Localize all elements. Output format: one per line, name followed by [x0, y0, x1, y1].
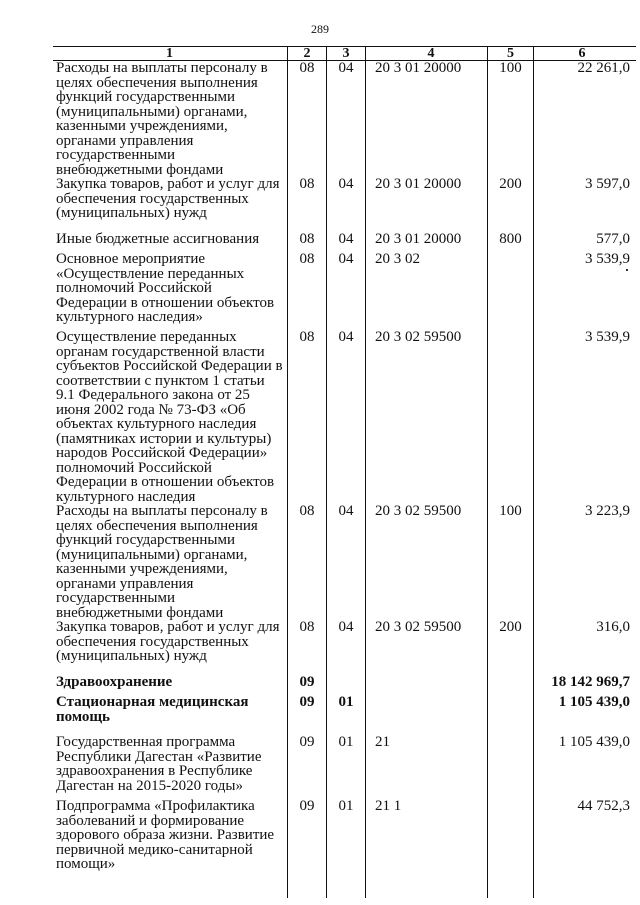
- table-row: [53, 504, 636, 620]
- cell-expense-type: 800: [488, 232, 534, 252]
- cell-expense-type: [488, 799, 534, 872]
- cell-expense-type: 200: [488, 620, 534, 675]
- cell-subsection: 04: [327, 61, 366, 178]
- cell-amount: 3 539,9: [534, 252, 637, 330]
- cell-section: 09: [288, 695, 327, 735]
- empty-cell: [327, 872, 366, 898]
- cell-expense-type: 100: [488, 504, 534, 620]
- table-row: [53, 675, 636, 695]
- empty-cell: [288, 872, 327, 898]
- cell-subsection: 01: [327, 735, 366, 799]
- cell-subsection: 01: [327, 695, 366, 735]
- cell-target-article: 21 1: [366, 799, 488, 872]
- cell-target-article: 20 3 02: [366, 252, 488, 330]
- cell-name: Иные бюджетные ассигнования: [56, 231, 260, 247]
- cell-expense-type: [488, 252, 534, 330]
- cell-target-article: [366, 675, 488, 695]
- cell-target-article: 20 3 01 20000: [366, 232, 488, 252]
- cell-target-article: 21: [366, 735, 488, 799]
- cell-subsection: [327, 675, 366, 695]
- cell-amount: 1 105 439,0: [534, 735, 637, 799]
- cell-name: Стационарная медицинская помощь: [56, 694, 249, 725]
- cell-name: Основное мероприятие «Осуществление переданных полномочий Российской Федерации в отношении объектов культурного наследия»: [56, 251, 275, 325]
- table-continuation: [53, 872, 636, 898]
- cell-name: Государственная программа Республики Дагестан «Развитие здравоохранения в Республике Дагестан на 2015-2020 годы»: [56, 734, 262, 794]
- cell-amount: 22 261,0: [534, 61, 637, 178]
- header-col-2: 2: [288, 47, 327, 61]
- table-row: [53, 232, 636, 252]
- cell-amount: 3 223,9: [534, 504, 637, 620]
- cell-section: 08: [288, 232, 327, 252]
- cell-subsection: 01: [327, 799, 366, 872]
- cell-section: 08: [288, 177, 327, 232]
- cell-amount: 1 105 439,0: [534, 695, 637, 735]
- table-row: [53, 799, 636, 872]
- cell-amount: 18 142 969,7: [534, 675, 637, 695]
- cell-name: Здравоохранение: [56, 674, 173, 690]
- cell-target-article: 20 3 02 59500: [366, 620, 488, 675]
- page-number: 289: [311, 22, 329, 36]
- table-row: [53, 695, 636, 735]
- cell-target-article: [366, 695, 488, 735]
- table-row: [53, 177, 636, 232]
- cell-section: 09: [288, 675, 327, 695]
- header-col-1: 1: [53, 47, 288, 61]
- table-row: [53, 61, 636, 178]
- cell-expense-type: 200: [488, 177, 534, 232]
- cell-expense-type: [488, 675, 534, 695]
- header-col-5: 5: [488, 47, 534, 61]
- empty-cell: [488, 872, 534, 898]
- empty-cell: [53, 872, 288, 898]
- cell-section: 08: [288, 504, 327, 620]
- cell-name: Закупка товаров, работ и услуг для обеспечения государственных (муниципальных) нужд: [56, 619, 280, 664]
- cell-target-article: 20 3 01 20000: [366, 177, 488, 232]
- cell-subsection: 04: [327, 504, 366, 620]
- cell-amount: 577,0: [534, 232, 637, 252]
- header-row: [53, 47, 636, 61]
- cell-target-article: 20 3 02 59500: [366, 504, 488, 620]
- scan-mark: [626, 269, 628, 271]
- table-row: [53, 252, 636, 330]
- budget-table: [53, 46, 636, 898]
- cell-expense-type: [488, 695, 534, 735]
- header-col-3: 3: [327, 47, 366, 61]
- cell-section: 08: [288, 330, 327, 504]
- table-row: [53, 735, 636, 799]
- cell-expense-type: [488, 330, 534, 504]
- cell-target-article: 20 3 01 20000: [366, 61, 488, 178]
- empty-cell: [366, 872, 488, 898]
- cell-target-article: 20 3 02 59500: [366, 330, 488, 504]
- cell-subsection: 04: [327, 252, 366, 330]
- cell-subsection: 04: [327, 330, 366, 504]
- header-col-4: 4: [366, 47, 488, 61]
- cell-amount: 44 752,3: [534, 799, 637, 872]
- cell-name: Подпрограмма «Профилактика заболеваний и формирование здорового образа жизни. Развитие первичной медико-санитарной помощи»: [56, 798, 275, 872]
- cell-name: Расходы на выплаты персоналу в целях обеспечения выполнения функций государственными (муниципальными) органами, казенными учреждениями, органами управления государственными внебюджетными фондами: [56, 503, 268, 621]
- cell-section: 09: [288, 799, 327, 872]
- cell-section: 09: [288, 735, 327, 799]
- cell-name: Осуществление переданных органам государственной власти субъектов Российской Федерации в соответствии с пунктом 1 статьи 9.1 Федерального закона от 25 июня 2002 года № 73-ФЗ «Об объектах культурного наследия (памятниках истории и культуры) народов Российской Федерации» полномочий Российской Федерации в отношении объектов культурного наследия: [56, 329, 283, 505]
- header-col-6: 6: [534, 47, 637, 61]
- table-row: [53, 330, 636, 504]
- table-row: [53, 620, 636, 675]
- cell-amount: 316,0: [534, 620, 637, 675]
- empty-cell: [534, 872, 637, 898]
- cell-section: 08: [288, 252, 327, 330]
- cell-amount: 3 539,9: [534, 330, 637, 504]
- cell-name: Закупка товаров, работ и услуг для обеспечения государственных (муниципальных) нужд: [56, 176, 280, 221]
- cell-expense-type: 100: [488, 61, 534, 178]
- cell-subsection: 04: [327, 232, 366, 252]
- cell-section: 08: [288, 620, 327, 675]
- cell-subsection: 04: [327, 620, 366, 675]
- cell-section: 08: [288, 61, 327, 178]
- cell-expense-type: [488, 735, 534, 799]
- cell-name: Расходы на выплаты персоналу в целях обеспечения выполнения функций государственными (муниципальными) органами, казенными учреждениями, органами управления государственными внебюджетными фондами: [56, 60, 268, 178]
- cell-subsection: 04: [327, 177, 366, 232]
- cell-amount: 3 597,0: [534, 177, 637, 232]
